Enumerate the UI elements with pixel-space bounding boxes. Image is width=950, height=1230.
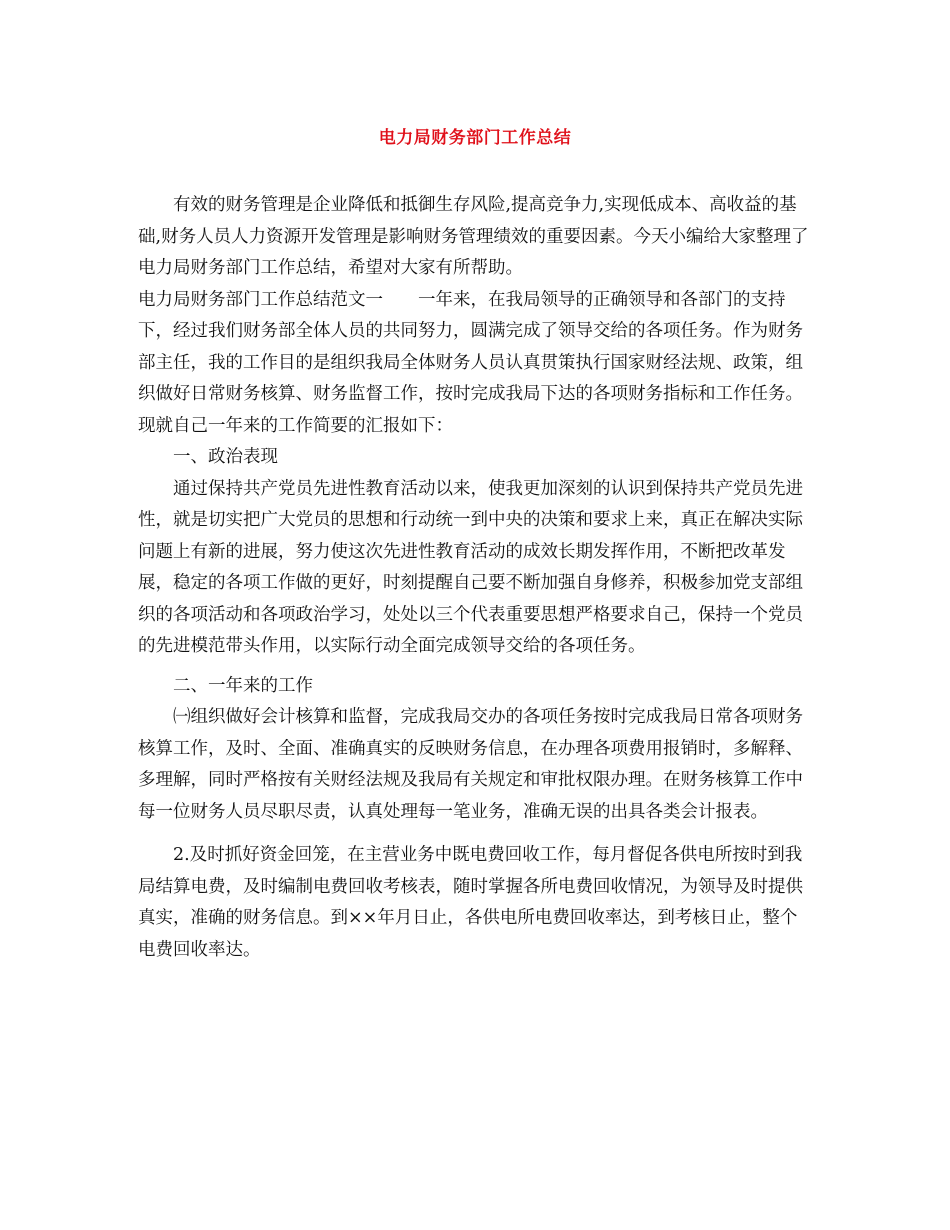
document-title: 电力局财务部门工作总结 [378, 128, 572, 148]
fund-collection-paragraph: 2.及时抓好资金回笼，在主营业务中既电费回收工作，每月督促各供电所按时到我局结算电费，及时编制电费回收考核表，随时掌握各所电费回收情况，为领导及时提供真实，准确的财务信息。到××年月日止，各供电所电费回收率达，到考核日止，整个电费回收率达。 [138, 845, 803, 960]
accounting-paragraph: ㈠组织做好会计核算和监督，完成我局交办的各项任务按时完成我局日常各项财务核算工作，及时、全面、准确真实的反映财务信息，在办理各项费用报销时，多解释、多理解，同时严格按有关财经法规及我局有关规定和审批权限办理。在财务核算工作中每一位财务人员尽职尽责，认真处理每一笔业务，准确无误的出具各类会计报表。 [138, 707, 803, 822]
politics-paragraph: 通过保持共产党员先进性教育活动以来，使我更加深刻的认识到保持共产党员先进性，就是切实把广大党员的思想和行动统一到中央的决策和要求上来，真正在解决实际问题上有新的进展，努力使这次先进性教育活动的成效长期发挥作用，不断把改革发展，稳定的各项工作做的更好，时刻提醒自己要不断加强自身修养，积极参加党支部组织的各项活动和各项政治学习，处处以三个代表重要思想严格要求自己，保持一个党员的先进模范带头作用，以实际行动全面完成领导交给的各项任务。 [138, 478, 803, 656]
section-heading-work: 二、一年来的工作 [173, 675, 313, 696]
summary-paragraph: 电力局财务部门工作总结范文一 一年来，在我局领导的正确领导和各部门的支持下，经过我们财务部全体人员的共同努力，圆满完成了领导交给的各项任务。作为财务部主任，我的工作目的是组织我局全体财务人员认真贯策执行国家财经法规、政策，组织做好日常财务核算、财务监督工作，按时完成我局下达的各项财务指标和工作任务。现就自己一年来的工作简要的汇报如下： [138, 289, 803, 436]
intro-paragraph: 有效的财务管理是企业降低和抵御生存风险,提高竞争力,实现低成本、高收益的基础,财务人员人力资源开发管理是影响财务管理绩效的重要因素。今天小编给大家整理了电力局财务部门工作总结，希望对大家有所帮助。 [138, 195, 809, 278]
document-body [138, 190, 813, 966]
section-heading-politics: 一、政治表现 [173, 447, 278, 467]
